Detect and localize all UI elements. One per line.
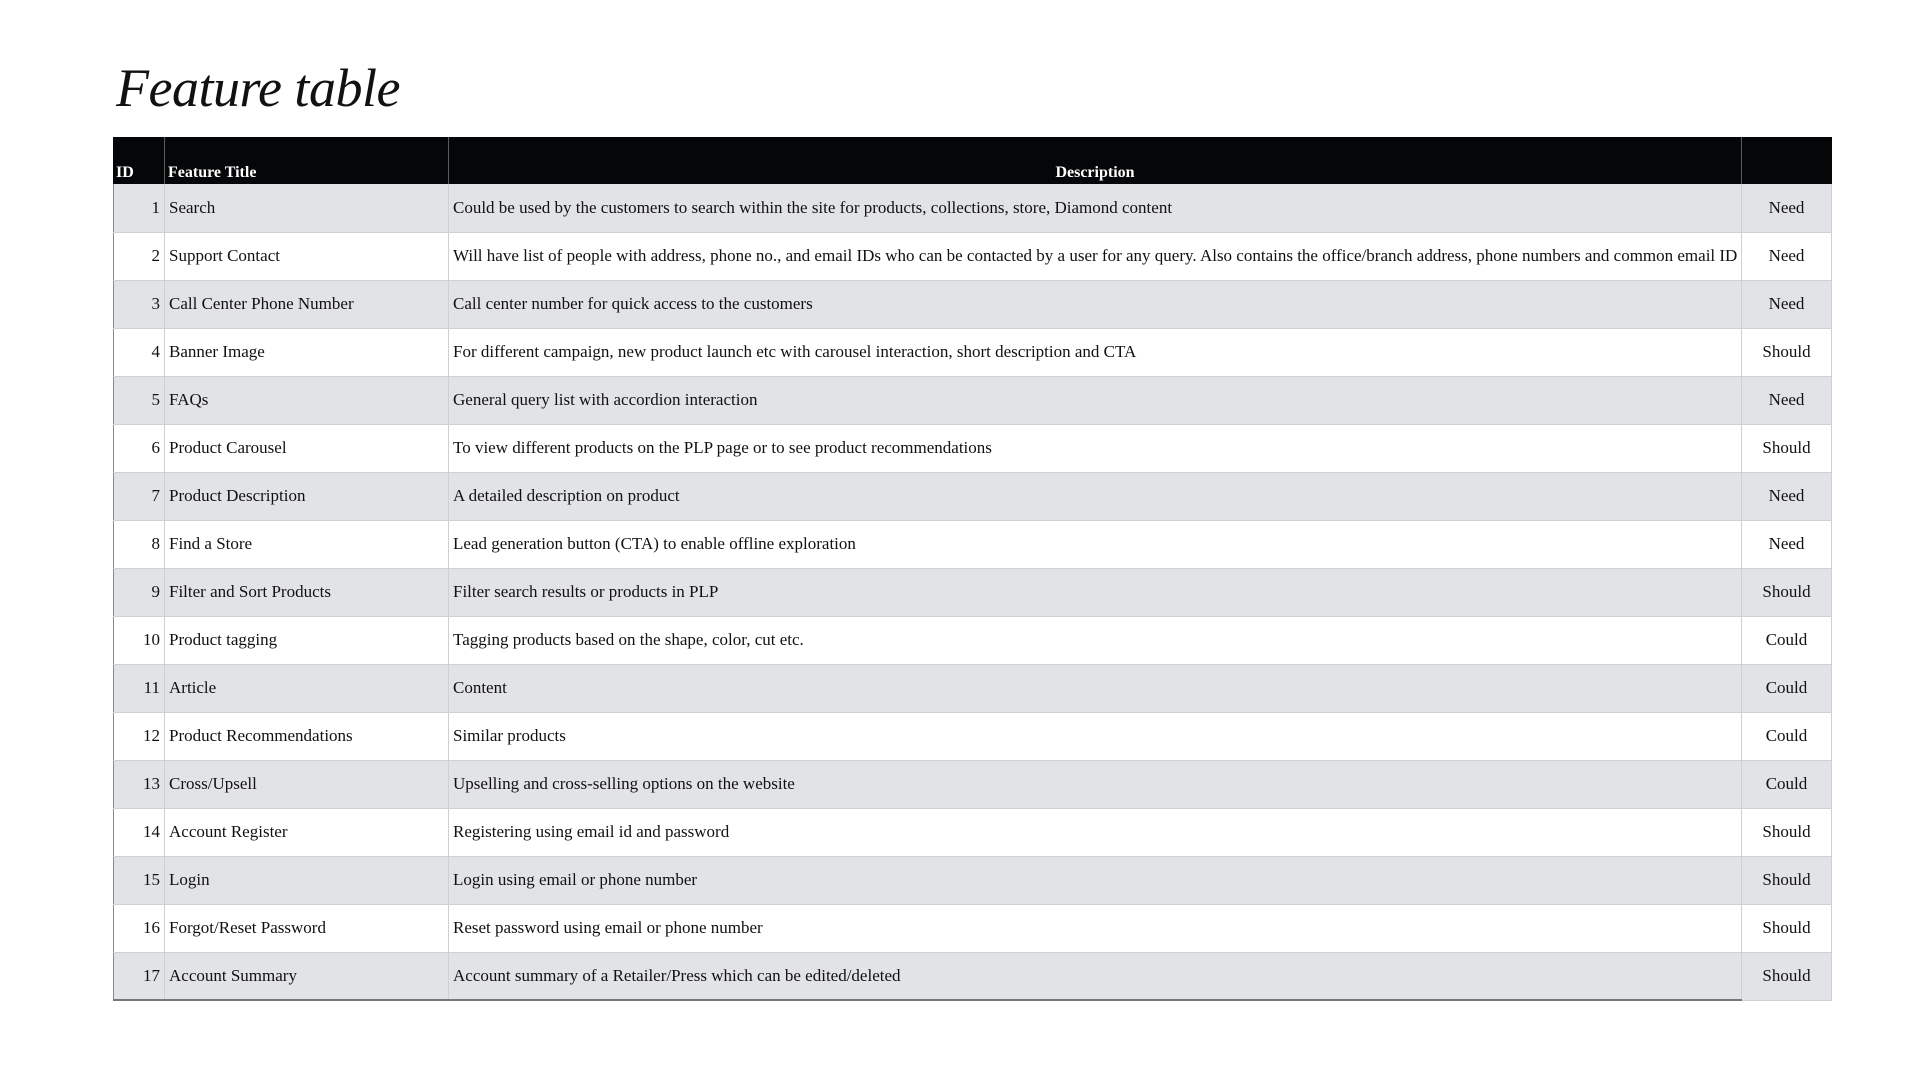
- table-row: [114, 184, 1832, 232]
- feature-priority: Need: [1742, 376, 1832, 424]
- feature-id: 5: [114, 376, 165, 424]
- feature-priority: Should: [1742, 328, 1832, 376]
- feature-id: 2: [114, 232, 165, 280]
- feature-id: 14: [114, 808, 165, 856]
- page-title: Feature table: [116, 58, 400, 118]
- header-description: Description: [449, 137, 1742, 184]
- feature-title: FAQs: [165, 376, 449, 424]
- feature-description: Could be used by the customers to search within the site for products, collections, store, Diamond content: [449, 184, 1742, 232]
- feature-title: Filter and Sort Products: [165, 568, 449, 616]
- feature-title: Article: [165, 664, 449, 712]
- feature-title: Cross/Upsell: [165, 760, 449, 808]
- feature-priority: Should: [1742, 568, 1832, 616]
- feature-title: Product Description: [165, 472, 449, 520]
- feature-id: 6: [114, 424, 165, 472]
- table-row: [114, 328, 1832, 376]
- feature-title: Login: [165, 856, 449, 904]
- feature-priority: Need: [1742, 472, 1832, 520]
- feature-description: Upselling and cross-selling options on the website: [449, 760, 1742, 808]
- feature-description: Account summary of a Retailer/Press which can be edited/deleted: [449, 952, 1742, 1000]
- feature-priority: Need: [1742, 232, 1832, 280]
- feature-priority: Should: [1742, 424, 1832, 472]
- table-row: [114, 760, 1832, 808]
- table-body: [114, 184, 1832, 1000]
- feature-id: 10: [114, 616, 165, 664]
- table-row: [114, 856, 1832, 904]
- feature-priority: Need: [1742, 280, 1832, 328]
- table-row: [114, 952, 1832, 1000]
- feature-title: Product tagging: [165, 616, 449, 664]
- feature-description: Registering using email id and password: [449, 808, 1742, 856]
- table-row: [114, 808, 1832, 856]
- table-row: [114, 376, 1832, 424]
- feature-id: 16: [114, 904, 165, 952]
- feature-id: 9: [114, 568, 165, 616]
- feature-id: 15: [114, 856, 165, 904]
- feature-id: 7: [114, 472, 165, 520]
- feature-priority: Could: [1742, 760, 1832, 808]
- feature-description: Content: [449, 664, 1742, 712]
- header-row: [114, 137, 1832, 184]
- feature-priority: Could: [1742, 712, 1832, 760]
- table-row: [114, 280, 1832, 328]
- feature-id: 1: [114, 184, 165, 232]
- table-row: [114, 664, 1832, 712]
- feature-priority: Should: [1742, 808, 1832, 856]
- feature-priority: Should: [1742, 904, 1832, 952]
- header-feature-title: Feature Title: [165, 137, 449, 184]
- feature-id: 12: [114, 712, 165, 760]
- feature-id: 8: [114, 520, 165, 568]
- feature-title: Product Recommendations: [165, 712, 449, 760]
- feature-title: Forgot/Reset Password: [165, 904, 449, 952]
- feature-description: Similar products: [449, 712, 1742, 760]
- feature-title: Find a Store: [165, 520, 449, 568]
- table-header: [114, 137, 1832, 184]
- feature-description: Tagging products based on the shape, color, cut etc.: [449, 616, 1742, 664]
- feature-priority: Need: [1742, 520, 1832, 568]
- table-row: [114, 472, 1832, 520]
- feature-description: A detailed description on product: [449, 472, 1742, 520]
- feature-title: Support Contact: [165, 232, 449, 280]
- feature-description: Will have list of people with address, phone no., and email IDs who can be contacted by a user for any query. Also contains the office/branch address, phone numbers and common email ID: [449, 232, 1742, 280]
- table-row: [114, 232, 1832, 280]
- feature-id: 11: [114, 664, 165, 712]
- feature-table: [113, 137, 1832, 1001]
- feature-title: Product Carousel: [165, 424, 449, 472]
- feature-priority: Could: [1742, 664, 1832, 712]
- feature-id: 3: [114, 280, 165, 328]
- feature-title: Account Summary: [165, 952, 449, 1000]
- feature-title: Account Register: [165, 808, 449, 856]
- table-row: [114, 616, 1832, 664]
- table-row: [114, 568, 1832, 616]
- feature-description: Login using email or phone number: [449, 856, 1742, 904]
- table-row: [114, 712, 1832, 760]
- header-id: ID: [114, 137, 165, 184]
- feature-description: Call center number for quick access to the customers: [449, 280, 1742, 328]
- feature-description: To view different products on the PLP page or to see product recommendations: [449, 424, 1742, 472]
- feature-id: 4: [114, 328, 165, 376]
- feature-title: Banner Image: [165, 328, 449, 376]
- feature-priority: Should: [1742, 856, 1832, 904]
- feature-priority: Need: [1742, 184, 1832, 232]
- feature-priority: Should: [1742, 952, 1832, 1000]
- header-priority: [1742, 137, 1832, 184]
- feature-id: 17: [114, 952, 165, 1000]
- feature-description: General query list with accordion interaction: [449, 376, 1742, 424]
- feature-title: Call Center Phone Number: [165, 280, 449, 328]
- feature-description: For different campaign, new product launch etc with carousel interaction, short description and CTA: [449, 328, 1742, 376]
- feature-description: Lead generation button (CTA) to enable offline exploration: [449, 520, 1742, 568]
- feature-id: 13: [114, 760, 165, 808]
- feature-description: Reset password using email or phone number: [449, 904, 1742, 952]
- feature-priority: Could: [1742, 616, 1832, 664]
- table-row: [114, 424, 1832, 472]
- feature-title: Search: [165, 184, 449, 232]
- table-row: [114, 520, 1832, 568]
- table-row: [114, 904, 1832, 952]
- feature-description: Filter search results or products in PLP: [449, 568, 1742, 616]
